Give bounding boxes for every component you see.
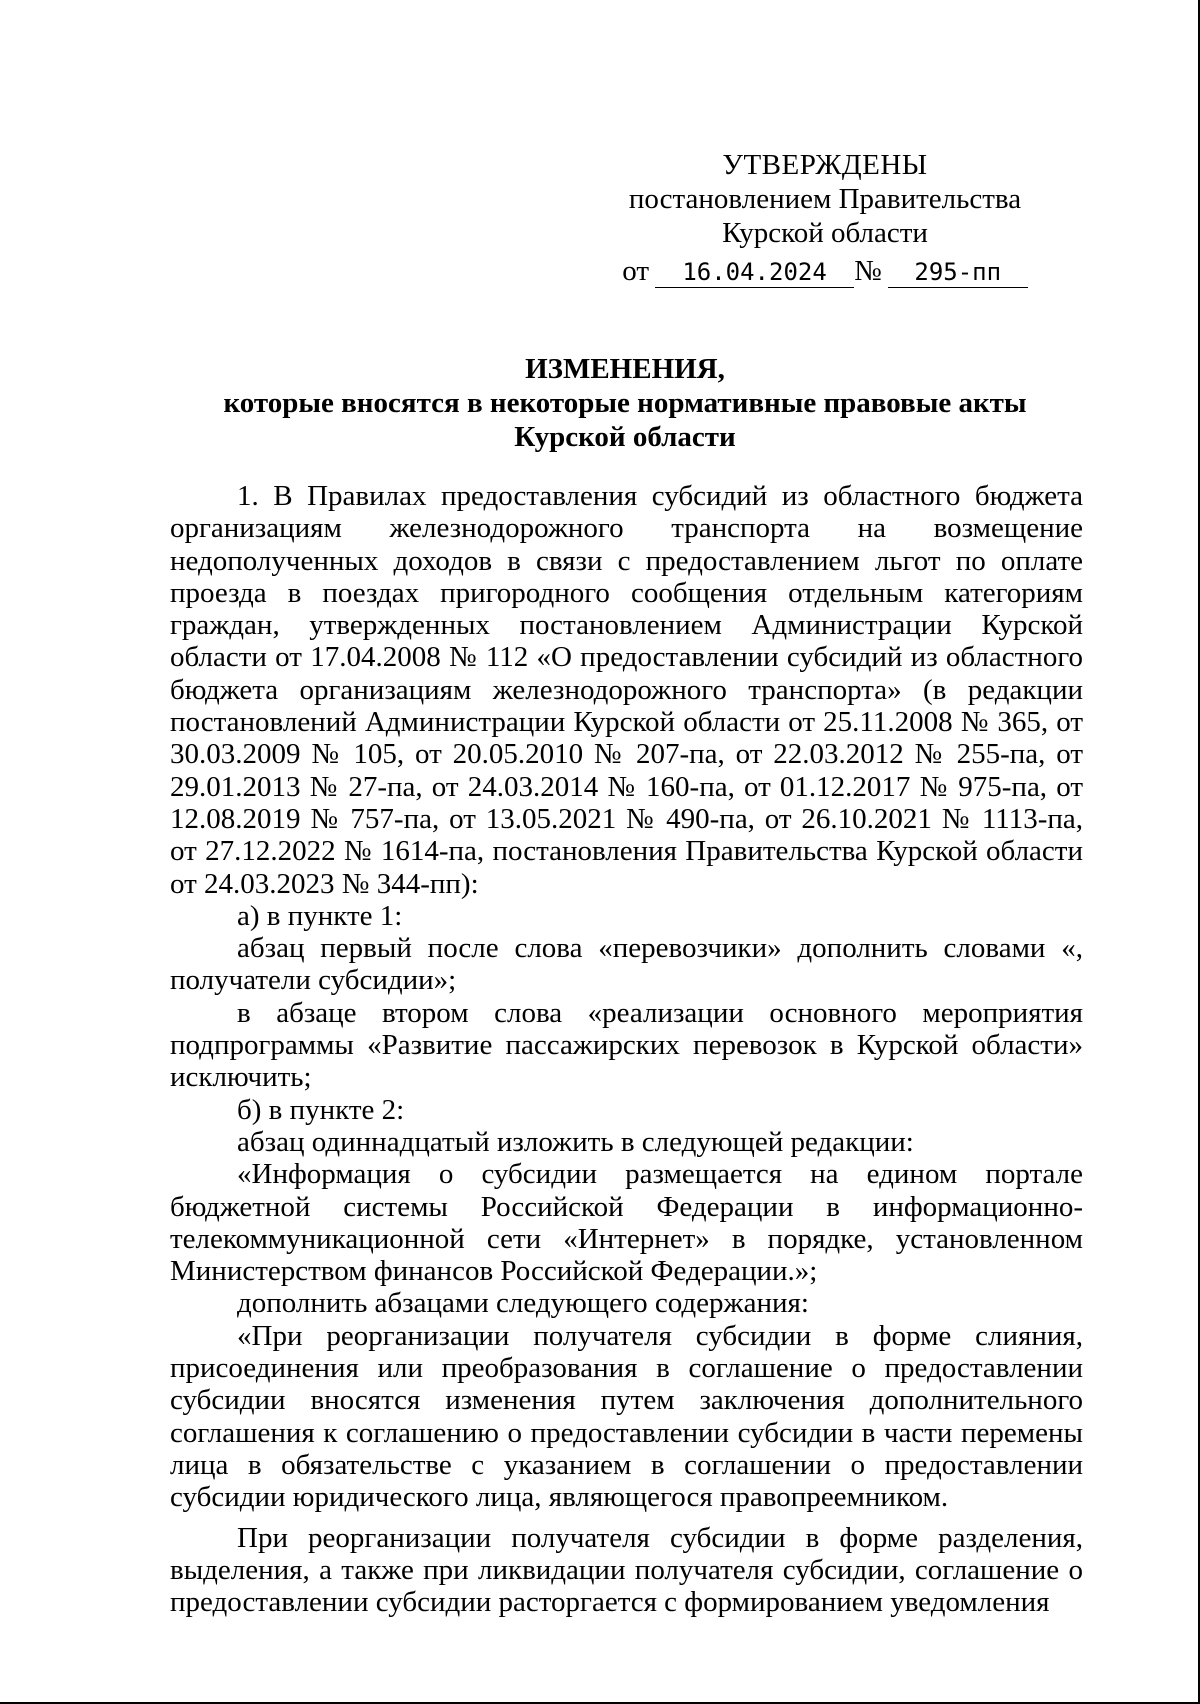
paragraph: «Информация о субсидии размещается на едином портале бюджетной системы Российской Федерации в информационно-телекоммуникационной сети «Интернет» в порядке, установленном Министерством финансов Российской Федерации.»; [170, 1158, 1083, 1288]
title-line-2: которые вносятся в некоторые нормативные правовые акты [223, 387, 1027, 419]
paragraph: абзац первый после слова «перевозчики» дополнить словами «, получатели субсидии»; [170, 932, 1083, 997]
document-title [170, 352, 1080, 454]
paragraph: в абзаце втором слова «реализации основного мероприятия подпрограммы «Развитие пассажирских перевозок в Курской области» исключить; [170, 996, 1083, 1094]
paragraph: б) в пункте 2: [237, 1093, 405, 1126]
approval-heading: УТВЕРЖДЕНЫ [722, 149, 928, 181]
paragraph: дополнить абзацами следующего содержания: [237, 1287, 809, 1320]
paragraph: 1. В Правилах предоставления субсидий из областного бюджета организациям железнодорожного транспорта на возмещение недополученных доходов в связи с предоставлением льгот по оплате проезда в поездах пригородного сообщения отдельным категориям граждан, утвержденных постановлением Администрации Курской области от 17.04.2008 № 112 «О предоставлении субсидий из областного бюджета организациям железнодорожного транспорта» (в редакции постановлений Администрации Курской области от 25.11.2008 № 365, от 30.03.2009 № 105, от 20.05.2010 № 207-па, от 22.03.2012 № 255-па, от 29.01.2013 № 27-па, от 24.03.2014 № 160-па, от 01.12.2017 № 975-па, от 12.08.2019 № 757-па, от 13.05.2021 № 490-па, от 26.10.2021 № 1113-па, от 27.12.2022 № 1614-па, постановления Правительства Курской области от 24.03.2023 № 344-пп): [170, 480, 1083, 900]
approval-line-2: Курской области [722, 217, 928, 249]
title-line-3: Курской области [514, 421, 736, 453]
approval-number: 295-пп [888, 257, 1028, 288]
number-prefix: № [854, 255, 882, 287]
document-body [170, 480, 1083, 1618]
paragraph: абзац одиннадцатый изложить в следующей редакции: [237, 1125, 914, 1158]
approval-block [590, 148, 1060, 288]
date-prefix: от [622, 255, 650, 287]
paragraph: При реорганизации получателя субсидии в форме разделения, выделения, а также при ликвидации получателя субсидии, соглашение о предоставлении субсидии расторгается с формированием уведомления [170, 1521, 1083, 1619]
approval-date: 16.04.2024 [655, 257, 854, 288]
title-line-1: ИЗМЕНЕНИЯ, [525, 353, 725, 385]
paragraph: «При реорганизации получателя субсидии в форме слияния, присоединения или преобразования в соглашение о предоставлении субсидии вносятся изменения путем заключения дополнительного соглашения к соглашению о предоставлении субсидии в части перемены лица в обязательстве с указанием в соглашении о предоставлении субсидии юридического лица, являющегося правопреемником. [170, 1319, 1083, 1514]
approval-line-1: постановлением Правительства [628, 183, 1022, 215]
paragraph: а) в пункте 1: [237, 899, 403, 932]
approval-date-number-line [590, 254, 1060, 288]
